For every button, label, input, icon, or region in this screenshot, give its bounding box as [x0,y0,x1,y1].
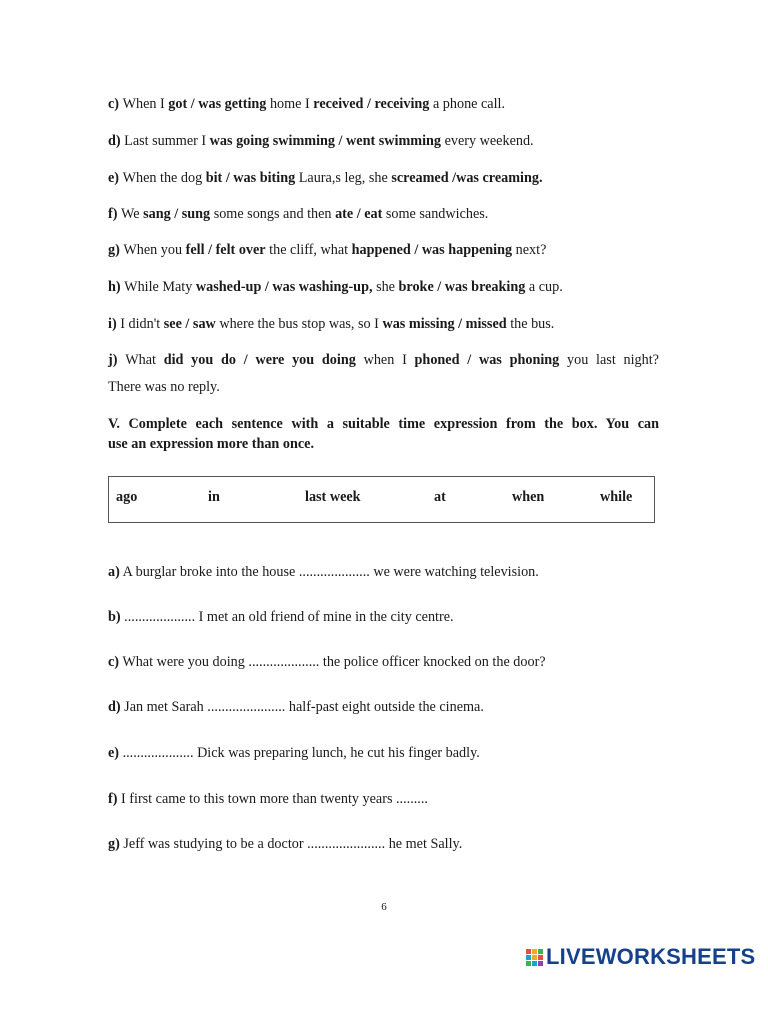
section-heading-line-2: use an expression more than once. [108,436,314,452]
section-heading [108,414,659,454]
logo-mark-cell [532,955,537,960]
word-box-item: ago [116,489,138,505]
page-number: 6 [381,901,387,913]
word-box-item: in [208,489,220,505]
word-box [108,476,655,523]
word-box-item: last week [305,489,361,505]
sentence-h: h) While Maty washed-up / was washing-up, she broke / was breaking a cup. [108,279,563,295]
exercise-a: a) A burglar broke into the house .................... we were watching television. [108,564,539,580]
exercise-b: b) .................... I met an old friend of mine in the city centre. [108,609,454,625]
sentence-e: e) When the dog bit / was biting Laura,s leg, she screamed /was creaming. [108,170,543,186]
logo-mark-cell [526,949,531,954]
logo-mark-cell [538,961,543,966]
logo-mark-cell [532,949,537,954]
sentence-c: c) When I got / was getting home I received / receiving a phone call. [108,96,506,112]
word-box-item: at [434,489,446,505]
logo-mark-cell [532,961,537,966]
sentence-g: g) When you fell / felt over the cliff, what happened / was happening next? [108,242,547,258]
exercise-g: g) Jeff was studying to be a doctor ...................... he met Sally. [108,836,463,852]
sentence-d: d) Last summer I was going swimming / went swimming every weekend. [108,133,534,149]
sentence-j-continuation: There was no reply. [108,379,220,395]
logo-mark-cell [538,955,543,960]
logo-mark-cell [538,949,543,954]
exercise-f: f) I first came to this town more than twenty years ......... [108,791,428,807]
logo-mark-cell [526,961,531,966]
liveworksheets-logo [526,944,755,970]
exercise-c: c) What were you doing .................... the police officer knocked on the door? [108,654,546,670]
logo-mark-cell [526,955,531,960]
section-heading-line-1: V. Complete each sentence with a suitable time expression from the box. You can [108,416,659,432]
sentence-i: i) I didn't see / saw where the bus stop was, so I was missing / missed the bus. [108,316,555,332]
exercise-d: d) Jan met Sarah ...................... half-past eight outside the cinema. [108,699,484,715]
liveworksheets-logo-icon [526,949,543,966]
exercise-e: e) .................... Dick was preparing lunch, he cut his finger badly. [108,745,480,761]
word-box-item: while [600,489,633,505]
liveworksheets-logo-text: LIVEWORKSHEETS [546,944,756,969]
sentence-j: j) What did you do / were you doing when I phoned / was phoning you last night? [108,352,659,368]
sentence-f: f) We sang / sung some songs and then ate / eat some sandwiches. [108,206,489,222]
word-box-item: when [512,489,545,505]
